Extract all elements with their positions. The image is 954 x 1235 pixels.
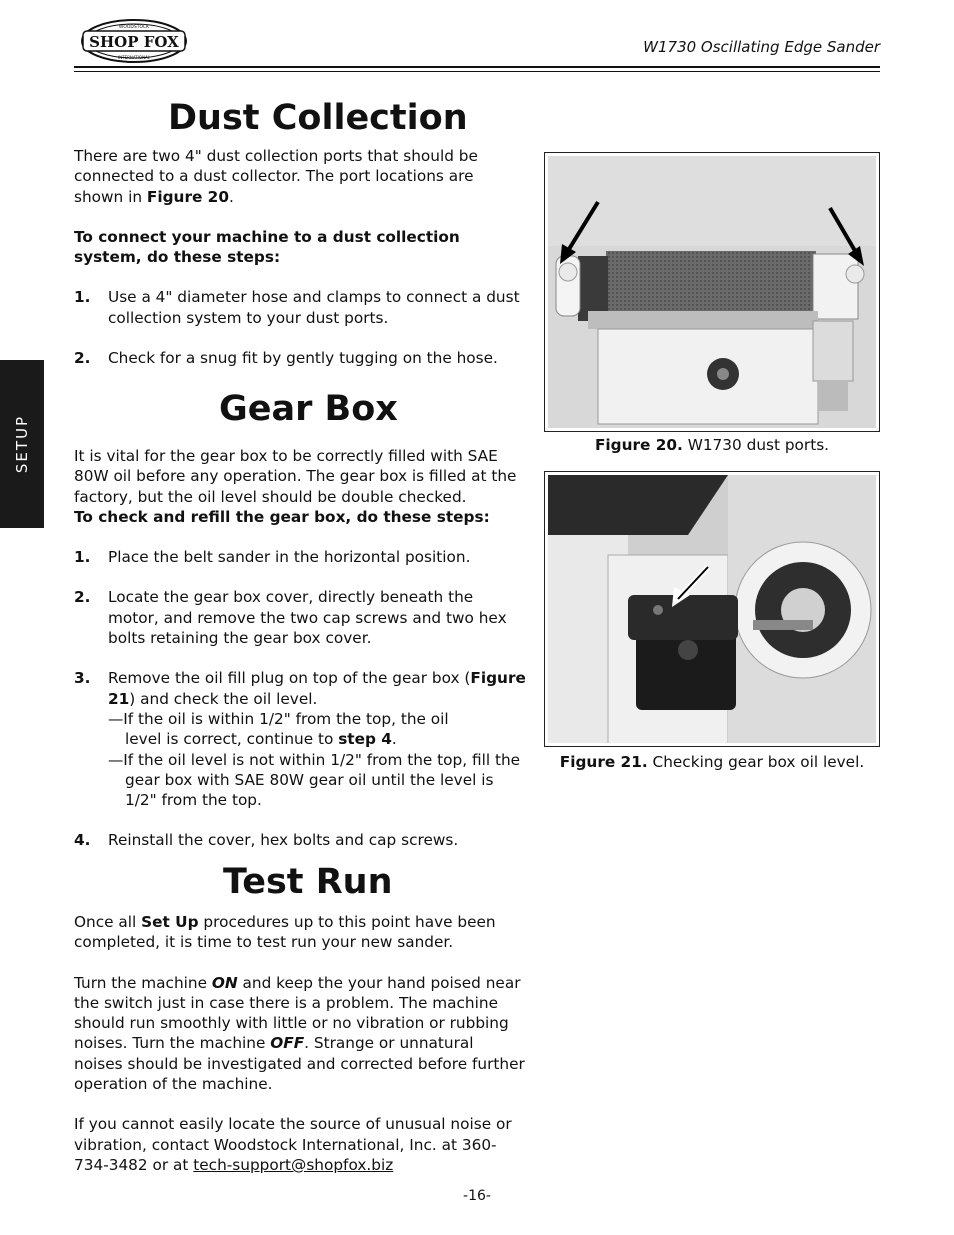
figure-21-photo bbox=[544, 471, 880, 747]
header-rule bbox=[74, 66, 880, 72]
doc-title: W1730 Oscillating Edge Sander bbox=[643, 38, 880, 56]
gear-step-3-sub-2: —If the oil level is not within 1/2" from the top, fill the gear box with SAE 80W gear oil until the level is 1/2" from the top. bbox=[108, 750, 521, 810]
page-number: -16- bbox=[463, 1188, 491, 1204]
dust-intro: There are two 4" dust collection ports that should be connected to a dust collector. The port locations are shown in Figure 20. bbox=[74, 147, 478, 206]
test-run-section bbox=[74, 862, 526, 1175]
test-p2: Turn the machine ON and keep the your hand poised near the switch just in case there is a problem. The machine should run smoothly with little or no vibration or rubbing noises. Turn the machine OFF. Strange or unnatural noises should be investigated and corrected before further operation of the machine. bbox=[74, 973, 525, 1094]
support-email-link[interactable]: tech-support@shopfox.biz bbox=[193, 1155, 394, 1174]
gear-step-1: 1. Place the belt sander in the horizontal position. bbox=[74, 548, 471, 567]
gear-step-3: 3. Remove the oil fill plug on top of the gear box (Figure 21) and check the oil level. —If the oil is within 1/2" from the top, the oil level is correct, continue to step 4. —If the oil level is not within 1/2" from the top, fill the gear box with SAE 80W gear oil until the level is 1/2" from the top. bbox=[74, 669, 526, 810]
gear-step-2: 2. Locate the gear box cover, directly beneath the motor, and remove the two cap screws and two hex bolts retaining the gear box cover. bbox=[74, 588, 507, 648]
figure-20-photo bbox=[544, 152, 880, 432]
test-p1: Once all Set Up procedures up to this point have been completed, it is time to test run your new sander. bbox=[74, 913, 496, 952]
section-side-tab bbox=[0, 360, 44, 528]
logo-text: SHOP FOX bbox=[89, 33, 179, 51]
figure-20-caption: Figure 20. W1730 dust ports. bbox=[594, 436, 830, 454]
gear-step-3-sub-1: —If the oil is within 1/2" from the top, the oil level is correct, continue to step 4. bbox=[108, 709, 449, 749]
gear-lead: To check and refill the gear box, do these steps: bbox=[74, 507, 490, 526]
dust-collection-section bbox=[74, 98, 526, 368]
gear-intro: It is vital for the gear box to be correctly filled with SAE 80W oil before any operation. The gear box is filled at the factory, but the oil level should be double checked. bbox=[74, 447, 517, 506]
shop-fox-logo bbox=[80, 18, 188, 64]
dust-step-1: 1. Use a 4" diameter hose and clamps to connect a dust collection system to your dust ports. bbox=[74, 288, 520, 327]
figure-21-caption: Figure 21. Checking gear box oil level. bbox=[559, 753, 865, 771]
dust-step-2: 2. Check for a snug fit by gently tugging on the hose. bbox=[74, 349, 498, 368]
dust-collection-heading: Dust Collection bbox=[168, 98, 468, 138]
logo-ring-bottom: INTERNATIONAL bbox=[117, 55, 151, 60]
logo-ring-top: WOODSTOCK bbox=[118, 25, 150, 30]
dust-lead: To connect your machine to a dust collection system, do these steps: bbox=[74, 227, 460, 267]
gear-box-section bbox=[74, 389, 526, 851]
test-p3: If you cannot easily locate the source of unusual noise or vibration, contact Woodstock International, Inc. at 360-734-3482 or at tech-support@shopfox.biz bbox=[74, 1115, 512, 1174]
gear-box-heading: Gear Box bbox=[219, 389, 398, 429]
gear-step-4: 4. Reinstall the cover, hex bolts and cap screws. bbox=[74, 831, 459, 850]
dust-ports-photo bbox=[548, 156, 876, 428]
gear-box-photo bbox=[548, 475, 876, 743]
test-run-heading: Test Run bbox=[223, 862, 393, 902]
side-tab-label: SETUP bbox=[13, 414, 31, 474]
